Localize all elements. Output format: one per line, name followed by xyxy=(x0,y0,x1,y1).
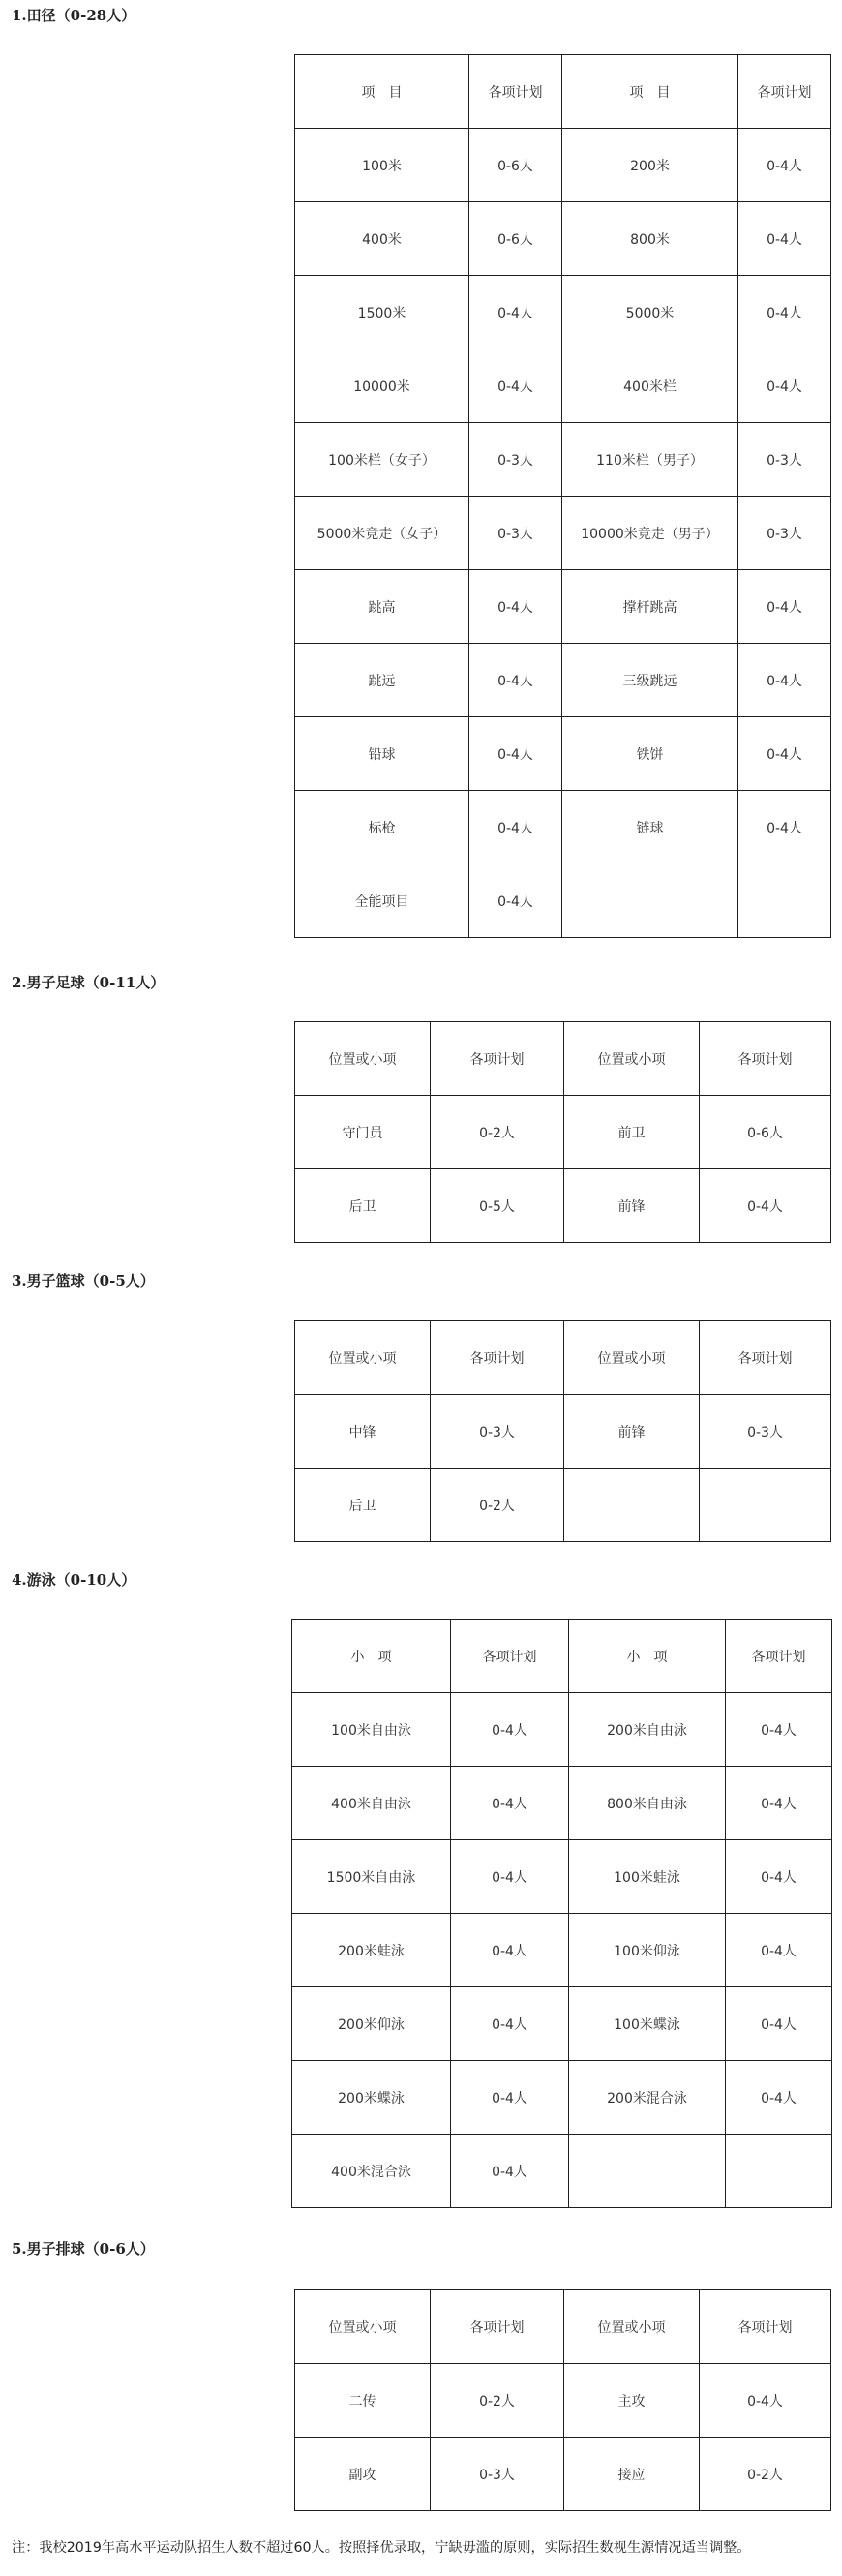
header-plan-cell: 各项计划 xyxy=(431,2290,564,2364)
item-cell: 200米蝶泳 xyxy=(292,2061,451,2135)
plan-cell xyxy=(700,1469,831,1542)
plan-cell: 0-4人 xyxy=(726,1987,832,2061)
plan-cell: 0-3人 xyxy=(738,423,831,497)
table-row xyxy=(295,1096,831,1169)
item-cell: 800米自由泳 xyxy=(569,1767,726,1840)
table-row xyxy=(295,129,831,202)
plan-cell: 0-3人 xyxy=(469,497,562,570)
plan-cell: 0-4人 xyxy=(700,1169,831,1243)
header-plan-cell: 各项计划 xyxy=(700,1321,831,1395)
plan-cell: 0-5人 xyxy=(431,1169,564,1243)
table-row xyxy=(295,791,831,864)
table-row xyxy=(295,570,831,644)
item-cell xyxy=(562,864,738,938)
plan-cell: 0-4人 xyxy=(469,349,562,423)
plan-cell: 0-2人 xyxy=(431,1096,564,1169)
section-title-athletics: 1.田径（0-28人） xyxy=(12,7,136,24)
plan-cell: 0-4人 xyxy=(700,2364,831,2438)
table-row xyxy=(292,1767,832,1840)
plan-cell: 0-4人 xyxy=(738,276,831,349)
plan-cell: 0-4人 xyxy=(738,349,831,423)
plan-cell: 0-4人 xyxy=(469,717,562,791)
item-cell: 守门员 xyxy=(295,1096,431,1169)
table-row xyxy=(295,1469,831,1542)
header-item-cell: 位置或小项 xyxy=(295,1022,431,1096)
header-item-cell: 位置或小项 xyxy=(295,1321,431,1395)
table-header-row xyxy=(295,2290,831,2364)
item-cell: 100米蝶泳 xyxy=(569,1987,726,2061)
table-header-row xyxy=(292,1620,832,1693)
plan-cell: 0-4人 xyxy=(726,1914,832,1987)
item-cell: 二传 xyxy=(295,2364,431,2438)
item-cell: 跳高 xyxy=(295,570,469,644)
item-cell: 200米 xyxy=(562,129,738,202)
item-cell: 100米自由泳 xyxy=(292,1693,451,1767)
header-plan-cell: 各项计划 xyxy=(700,2290,831,2364)
item-cell: 铅球 xyxy=(295,717,469,791)
item-cell: 链球 xyxy=(562,791,738,864)
table-header-row xyxy=(295,55,831,129)
item-cell: 110米栏（男子） xyxy=(562,423,738,497)
athletics-table xyxy=(294,54,831,938)
plan-cell: 0-4人 xyxy=(451,1767,569,1840)
section-title-basketball: 3.男子篮球（0-5人） xyxy=(12,1272,155,1289)
item-cell: 10000米竞走（男子） xyxy=(562,497,738,570)
item-cell: 200米混合泳 xyxy=(569,2061,726,2135)
header-item-cell: 项 目 xyxy=(562,55,738,129)
plan-cell: 0-4人 xyxy=(469,644,562,717)
plan-cell: 0-4人 xyxy=(451,2061,569,2135)
item-cell: 100米 xyxy=(295,129,469,202)
plan-cell: 0-4人 xyxy=(469,276,562,349)
table-row xyxy=(295,2364,831,2438)
table-row xyxy=(292,1987,832,2061)
plan-cell: 0-2人 xyxy=(700,2438,831,2511)
item-cell: 5000米竞走（女子） xyxy=(295,497,469,570)
header-plan-cell: 各项计划 xyxy=(726,1620,832,1693)
table-row xyxy=(295,497,831,570)
item-cell: 前锋 xyxy=(564,1169,700,1243)
header-item-cell: 小 项 xyxy=(569,1620,726,1693)
item-cell: 100米栏（女子） xyxy=(295,423,469,497)
plan-cell: 0-4人 xyxy=(726,1693,832,1767)
item-cell xyxy=(569,2135,726,2208)
item-cell: 400米自由泳 xyxy=(292,1767,451,1840)
table-row xyxy=(295,1169,831,1243)
plan-cell: 0-4人 xyxy=(469,864,562,938)
table-row xyxy=(295,644,831,717)
plan-cell: 0-6人 xyxy=(700,1096,831,1169)
item-cell: 主攻 xyxy=(564,2364,700,2438)
plan-cell: 0-4人 xyxy=(738,202,831,276)
table-row xyxy=(295,864,831,938)
table-row xyxy=(295,717,831,791)
table-row xyxy=(295,2438,831,2511)
table-row xyxy=(295,423,831,497)
header-item-cell: 位置或小项 xyxy=(295,2290,431,2364)
footnote: 注：我校2019年高水平运动队招生人数不超过60人。按照择优录取，宁缺毋滥的原则，实际招生数视生源情况适当调整。 xyxy=(12,2540,751,2556)
item-cell: 1500米自由泳 xyxy=(292,1840,451,1914)
table-header-row xyxy=(295,1321,831,1395)
header-item-cell: 位置或小项 xyxy=(564,2290,700,2364)
header-item-cell: 位置或小项 xyxy=(564,1321,700,1395)
header-item-cell: 项 目 xyxy=(295,55,469,129)
header-plan-cell: 各项计划 xyxy=(431,1022,564,1096)
section-title-football: 2.男子足球（0-11人） xyxy=(12,974,165,991)
header-item-cell: 位置或小项 xyxy=(564,1022,700,1096)
item-cell: 400米 xyxy=(295,202,469,276)
item-cell: 200米蛙泳 xyxy=(292,1914,451,1987)
item-cell: 撑杆跳高 xyxy=(562,570,738,644)
plan-cell: 0-2人 xyxy=(431,1469,564,1542)
plan-cell: 0-4人 xyxy=(738,570,831,644)
item-cell: 800米 xyxy=(562,202,738,276)
table-row xyxy=(292,1914,832,1987)
table-row xyxy=(295,349,831,423)
table-row xyxy=(292,1693,832,1767)
plan-cell: 0-3人 xyxy=(469,423,562,497)
plan-cell: 0-4人 xyxy=(738,644,831,717)
item-cell: 三级跳远 xyxy=(562,644,738,717)
table-row xyxy=(292,2135,832,2208)
plan-cell: 0-2人 xyxy=(431,2364,564,2438)
swimming-table xyxy=(291,1619,832,2208)
plan-cell xyxy=(738,864,831,938)
plan-cell: 0-3人 xyxy=(431,2438,564,2511)
header-item-cell: 小 项 xyxy=(292,1620,451,1693)
table-row xyxy=(292,1840,832,1914)
item-cell: 前卫 xyxy=(564,1096,700,1169)
plan-cell: 0-4人 xyxy=(726,1767,832,1840)
item-cell xyxy=(564,1469,700,1542)
item-cell: 标枪 xyxy=(295,791,469,864)
plan-cell: 0-4人 xyxy=(451,1987,569,2061)
plan-cell: 0-4人 xyxy=(738,717,831,791)
plan-cell: 0-3人 xyxy=(700,1395,831,1469)
item-cell: 400米栏 xyxy=(562,349,738,423)
plan-cell: 0-4人 xyxy=(451,2135,569,2208)
basketball-table xyxy=(294,1320,831,1542)
header-plan-cell: 各项计划 xyxy=(431,1321,564,1395)
item-cell: 400米混合泳 xyxy=(292,2135,451,2208)
table-row xyxy=(295,1395,831,1469)
plan-cell: 0-4人 xyxy=(469,570,562,644)
table-row xyxy=(295,276,831,349)
plan-cell: 0-6人 xyxy=(469,129,562,202)
plan-cell: 0-3人 xyxy=(738,497,831,570)
header-plan-cell: 各项计划 xyxy=(700,1022,831,1096)
plan-cell: 0-4人 xyxy=(451,1914,569,1987)
header-plan-cell: 各项计划 xyxy=(469,55,562,129)
item-cell: 后卫 xyxy=(295,1169,431,1243)
item-cell: 100米仰泳 xyxy=(569,1914,726,1987)
item-cell: 200米自由泳 xyxy=(569,1693,726,1767)
plan-cell: 0-4人 xyxy=(451,1840,569,1914)
item-cell: 1500米 xyxy=(295,276,469,349)
header-plan-cell: 各项计划 xyxy=(738,55,831,129)
item-cell: 接应 xyxy=(564,2438,700,2511)
header-plan-cell: 各项计划 xyxy=(451,1620,569,1693)
item-cell: 跳远 xyxy=(295,644,469,717)
item-cell: 中锋 xyxy=(295,1395,431,1469)
table-row xyxy=(295,202,831,276)
table-row xyxy=(292,2061,832,2135)
item-cell: 10000米 xyxy=(295,349,469,423)
section-title-swimming: 4.游泳（0-10人） xyxy=(12,1571,136,1589)
item-cell: 前锋 xyxy=(564,1395,700,1469)
item-cell: 200米仰泳 xyxy=(292,1987,451,2061)
plan-cell: 0-4人 xyxy=(738,129,831,202)
section-title-volleyball: 5.男子排球（0-6人） xyxy=(12,2240,155,2258)
item-cell: 副攻 xyxy=(295,2438,431,2511)
plan-cell: 0-4人 xyxy=(469,791,562,864)
plan-cell: 0-4人 xyxy=(738,791,831,864)
item-cell: 全能项目 xyxy=(295,864,469,938)
plan-cell xyxy=(726,2135,832,2208)
item-cell: 5000米 xyxy=(562,276,738,349)
plan-cell: 0-4人 xyxy=(726,2061,832,2135)
plan-cell: 0-4人 xyxy=(451,1693,569,1767)
plan-cell: 0-3人 xyxy=(431,1395,564,1469)
table-header-row xyxy=(295,1022,831,1096)
item-cell: 100米蛙泳 xyxy=(569,1840,726,1914)
volleyball-table xyxy=(294,2289,831,2511)
football-table xyxy=(294,1021,831,1243)
plan-cell: 0-4人 xyxy=(726,1840,832,1914)
plan-cell: 0-6人 xyxy=(469,202,562,276)
item-cell: 铁饼 xyxy=(562,717,738,791)
item-cell: 后卫 xyxy=(295,1469,431,1542)
